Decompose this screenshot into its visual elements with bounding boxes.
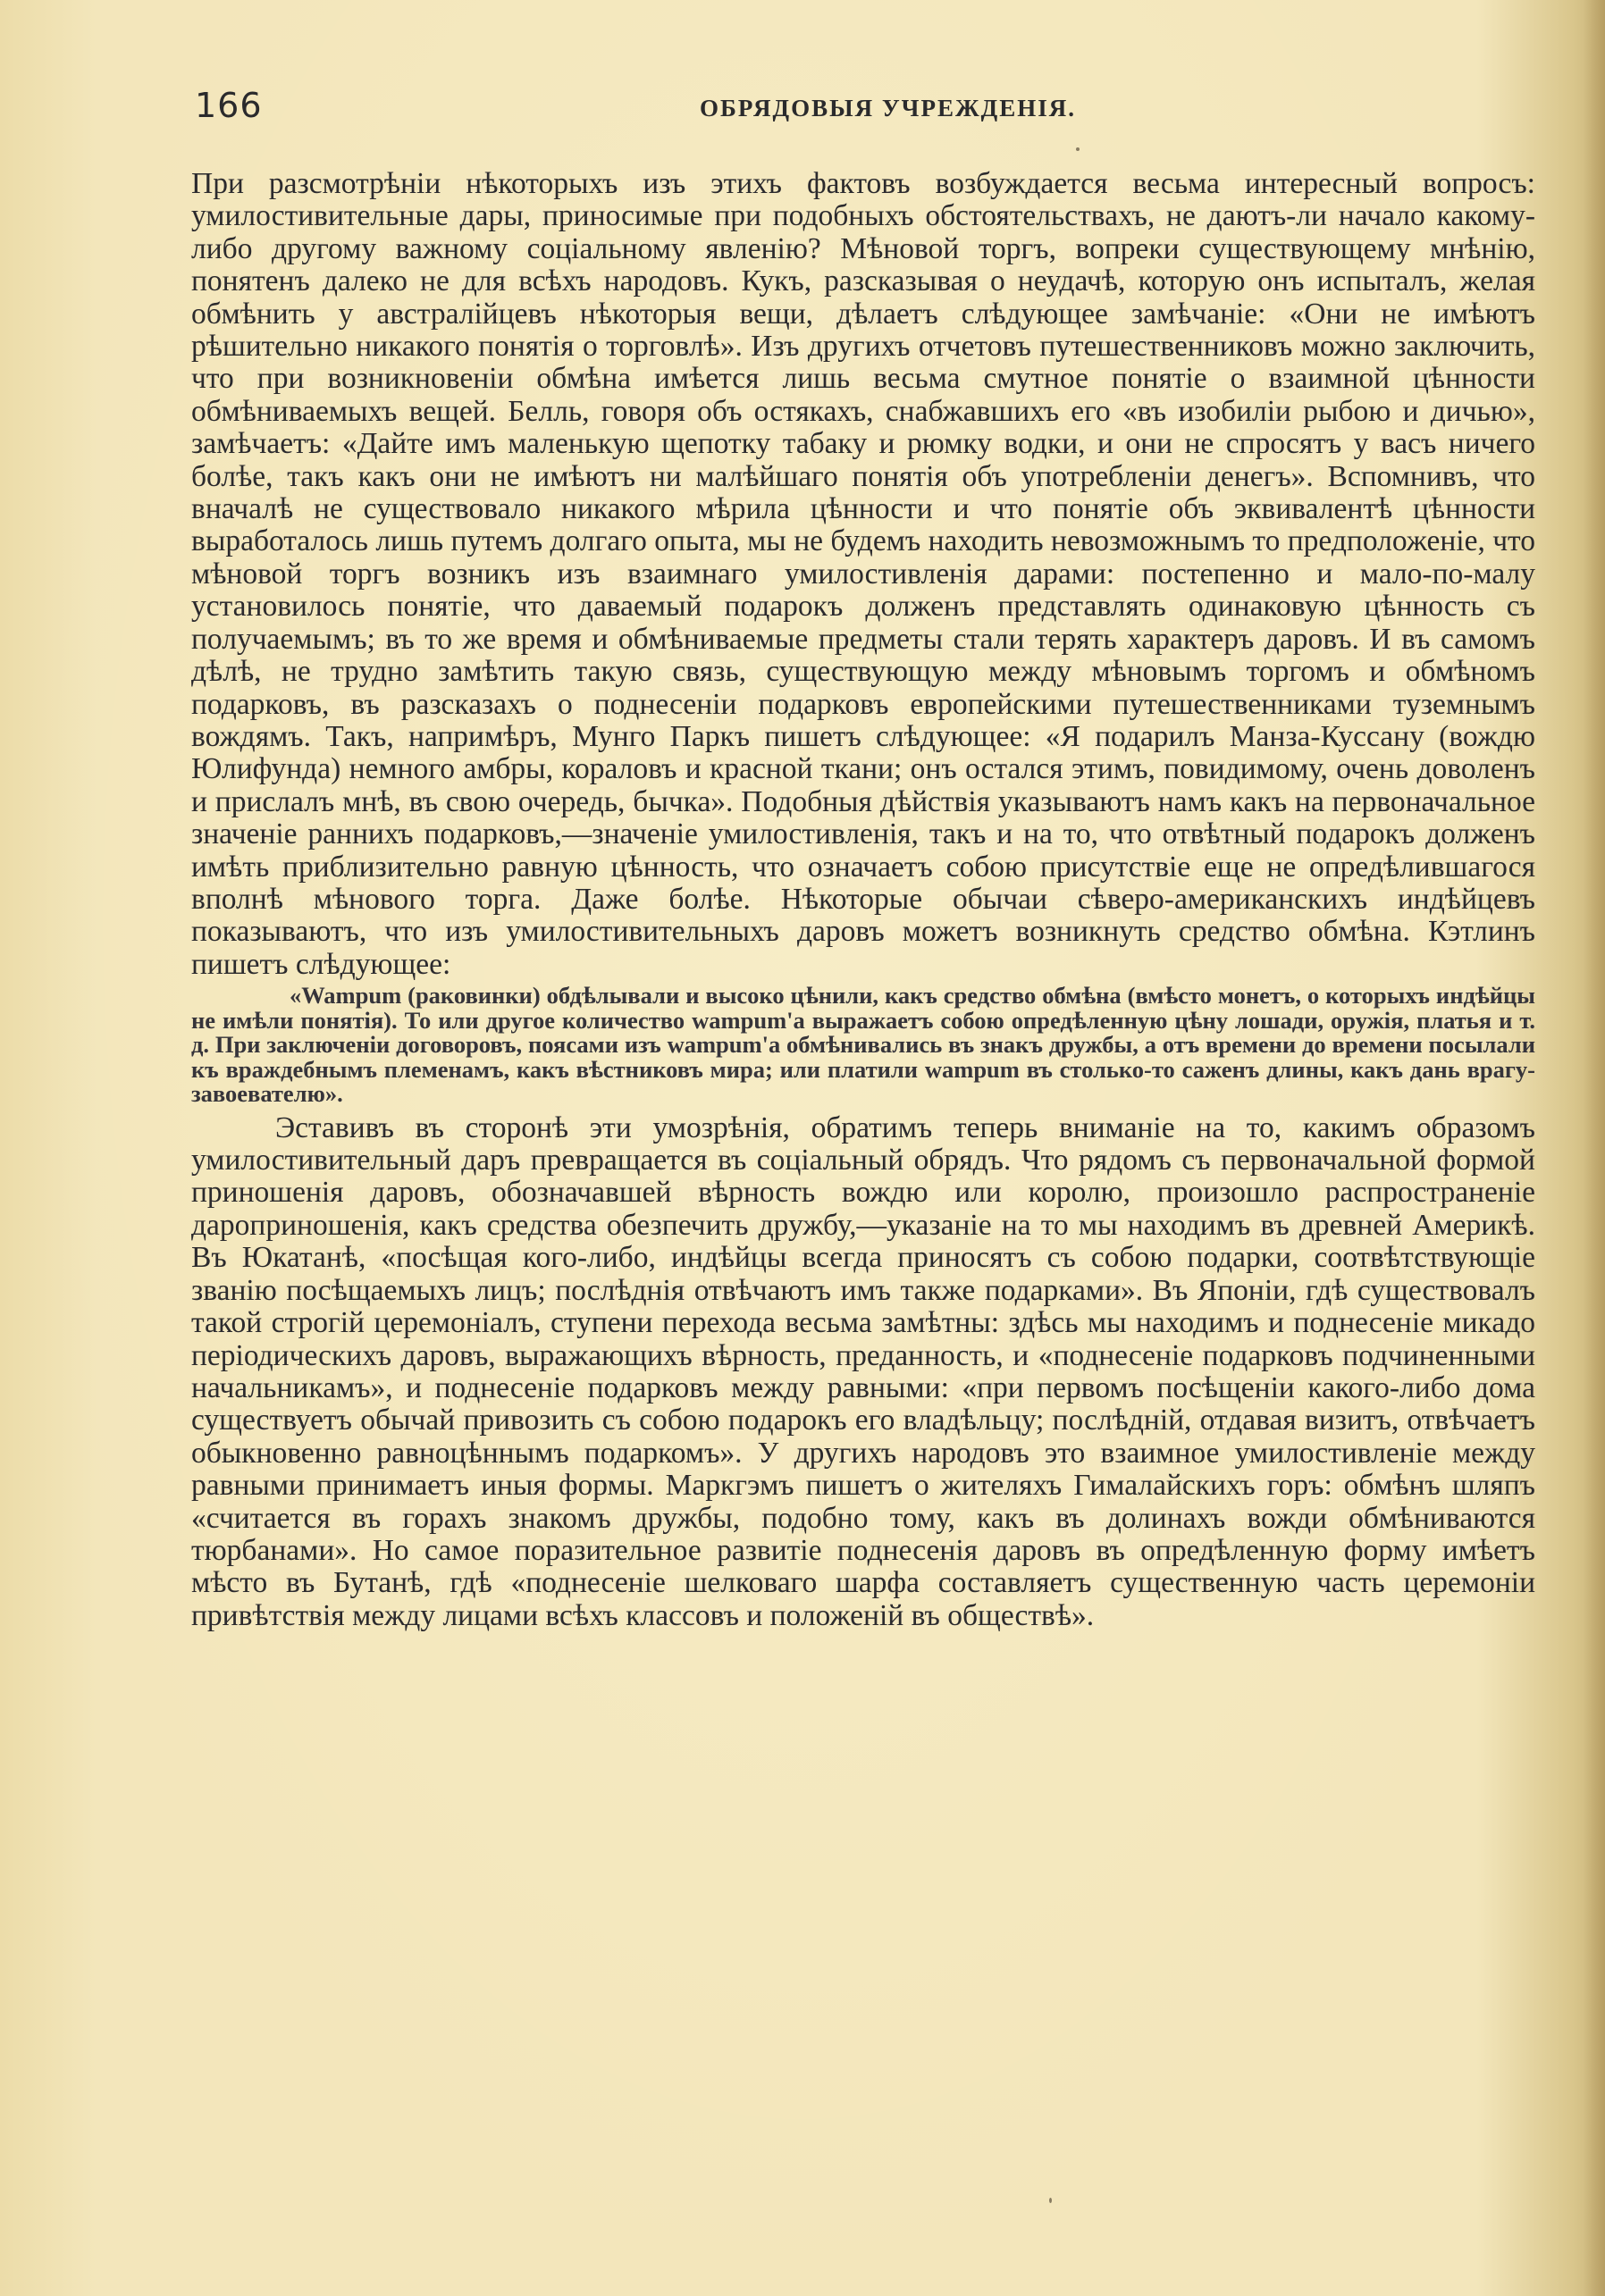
running-title: ОБРЯДОВЫЯ УЧРЕЖДЕНІЯ. [700, 95, 1077, 122]
paragraph-1: При разсмотрѣніи нѣкоторыхъ изъ этихъ фактовъ возбуждается весьма интересный вопросъ: умилостивительные дары, приносимые при подобныхъ обстоятельствахъ, не даютъ-ли начало какому-либо другому важному соціальному явленію? Мѣновой торгъ, вопреки существующему мнѣнію, понятенъ далеко не для всѣхъ народовъ. Кукъ, разсказывая о неудачѣ, которую онъ испыталъ, желая обмѣнить у австралійцевъ нѣкоторыя вещи, дѣлаетъ слѣдующее замѣчаніе: «Они не имѣютъ рѣшительно никакого понятія о торговлѣ». Изъ другихъ отчетовъ путешественниковъ можно заключить, что при возникновеніи обмѣна имѣется лишь весьма смутное понятіе о взаимной цѣнности обмѣниваемыхъ вещей. Белль, говоря объ остякахъ, снабжавшихъ его «въ изобиліи рыбою и дичью», замѣчаетъ: «Дайте имъ маленькую щепотку табаку и рюмку водки, и они не спросятъ у васъ ничего болѣе, такъ какъ они не имѣютъ ни малѣйшаго понятія объ употребленіи денегъ». Вспомнивъ, что вначалѣ не существовало никакого мѣрила цѣнности и что понятіе объ эквивалентѣ цѣнности выработалось лишь путемъ долгаго опыта, мы не будемъ находить невозможнымъ то предположеніе, что мѣновой торгъ возникъ изъ взаимнаго умилостивленія дарами: постепенно и мало-по-малу установилось понятіе, что даваемый подарокъ долженъ представлять одинаковую цѣнность съ получаемымъ; въ то же время и обмѣниваемые предметы стали терять характеръ даровъ. И въ самомъ дѣлѣ, не трудно замѣтить такую связь, существующую между мѣновымъ торгомъ и обмѣномъ подарковъ, въ разсказахъ о поднесеніи подарковъ европейскими путешественниками туземнымъ вождямъ. Такъ, напримѣръ, Мунго Паркъ пишетъ слѣдующее: «Я подарилъ Манза-Куссану (вождю Юлифунда) немного амбры, кораловъ и красной ткани; онъ остался этимъ, повидимому, очень доволенъ и прислалъ мнѣ, въ свою очередь, бычка». Подобныя дѣйствія указываютъ намъ какъ на первоначальное значеніе раннихъ подарковъ,—значеніе умилостивленія, такъ и на то, что отвѣтный подарокъ долженъ имѣть приблизительно равную цѣнность, что означаетъ собою присутствіе еще не опредѣлившагося вполнѣ мѣнового торга. Даже болѣе. Нѣкоторые обычаи сѣверо-американскихъ индѣйцевъ показываютъ, что изъ умилостивительныхъ даровъ можетъ возникнуть средство обмѣна. Кэтлинъ пишетъ слѣдующее: [191, 167, 1535, 981]
page-number: 166 [195, 86, 263, 125]
paragraph-2: Эставивъ въ сторонѣ эти умозрѣнія, обратимъ теперь вниманіе на то, какимъ образомъ умилостивительный даръ превращается въ соціальный обрядъ. Что рядомъ съ первоначальной формой приношенія даровъ, обозначавшей вѣрность вождю или королю, произошло распространеніе дароприношенія, какъ средства обезпечить дружбу,—указаніе на то мы находимъ въ древней Америкѣ. Въ Юкатанѣ, «посѣщая кого-либо, индѣйцы всегда приносятъ съ собою подарки, соотвѣтствующіе званію посѣщаемыхъ лицъ; послѣднія отвѣчаютъ имъ также подарками». Въ Японіи, гдѣ существовалъ такой строгій церемоніалъ, ступени перехода весьма замѣтны: здѣсь мы находимъ и поднесеніе микадо періодическихъ даровъ, выражающихъ вѣрность, преданность, и «поднесеніе подарковъ подчиненными начальникамъ», и поднесеніе подарковъ между равными: «при первомъ посѣщеніи какого-либо дома существуетъ обычай привозить съ собою подарокъ его владѣльцу; послѣдній, отдавая визитъ, отвѣчаетъ обыкновенно равноцѣннымъ подаркомъ». У другихъ народовъ это взаимное умилостивленіе между равными принимаетъ иныя формы. Маркгэмъ пишетъ о жителяхъ Гималайскихъ горъ: обмѣнъ шляпъ «считается въ горахъ знакомъ дружбы, подобно тому, какъ въ долинахъ вожди обмѣниваются тюрбанами». Но самое поразительное развитіе поднесенія даровъ въ опредѣленную форму имѣетъ мѣсто въ Бутанѣ, гдѣ «поднесеніе шелковаго шарфа составляетъ существенную часть церемоніи привѣтствія между лицами всѣхъ классовъ и положеній въ обществѣ». [191, 1110, 1535, 1632]
block-quote-catlin: «Wampum (раковинки) обдѣлывали и высоко цѣнили, какъ средство обмѣна (вмѣсто монетъ, о которыхъ индѣйцы не имѣли понятія). То или другое количество wampum'а выражаетъ собою опредѣленную цѣну лошади, оружія, платья и т. д. При заключеніи договоровъ, поясами изъ wampum'а обмѣнивались въ знакъ дружбы, а отъ времени до времени посылали къ враждебнымъ племенамъ, какъ вѣстниковъ мира; или платили wampum въ столько-то саженъ длины, какъ дань врагу-завоевателю». [191, 982, 1535, 1108]
page-edge-shadow [1584, 0, 1605, 2296]
body-text [191, 168, 1535, 1632]
ink-speck [1076, 147, 1080, 151]
ink-speck [1049, 2198, 1052, 2203]
page-header [195, 86, 1535, 139]
